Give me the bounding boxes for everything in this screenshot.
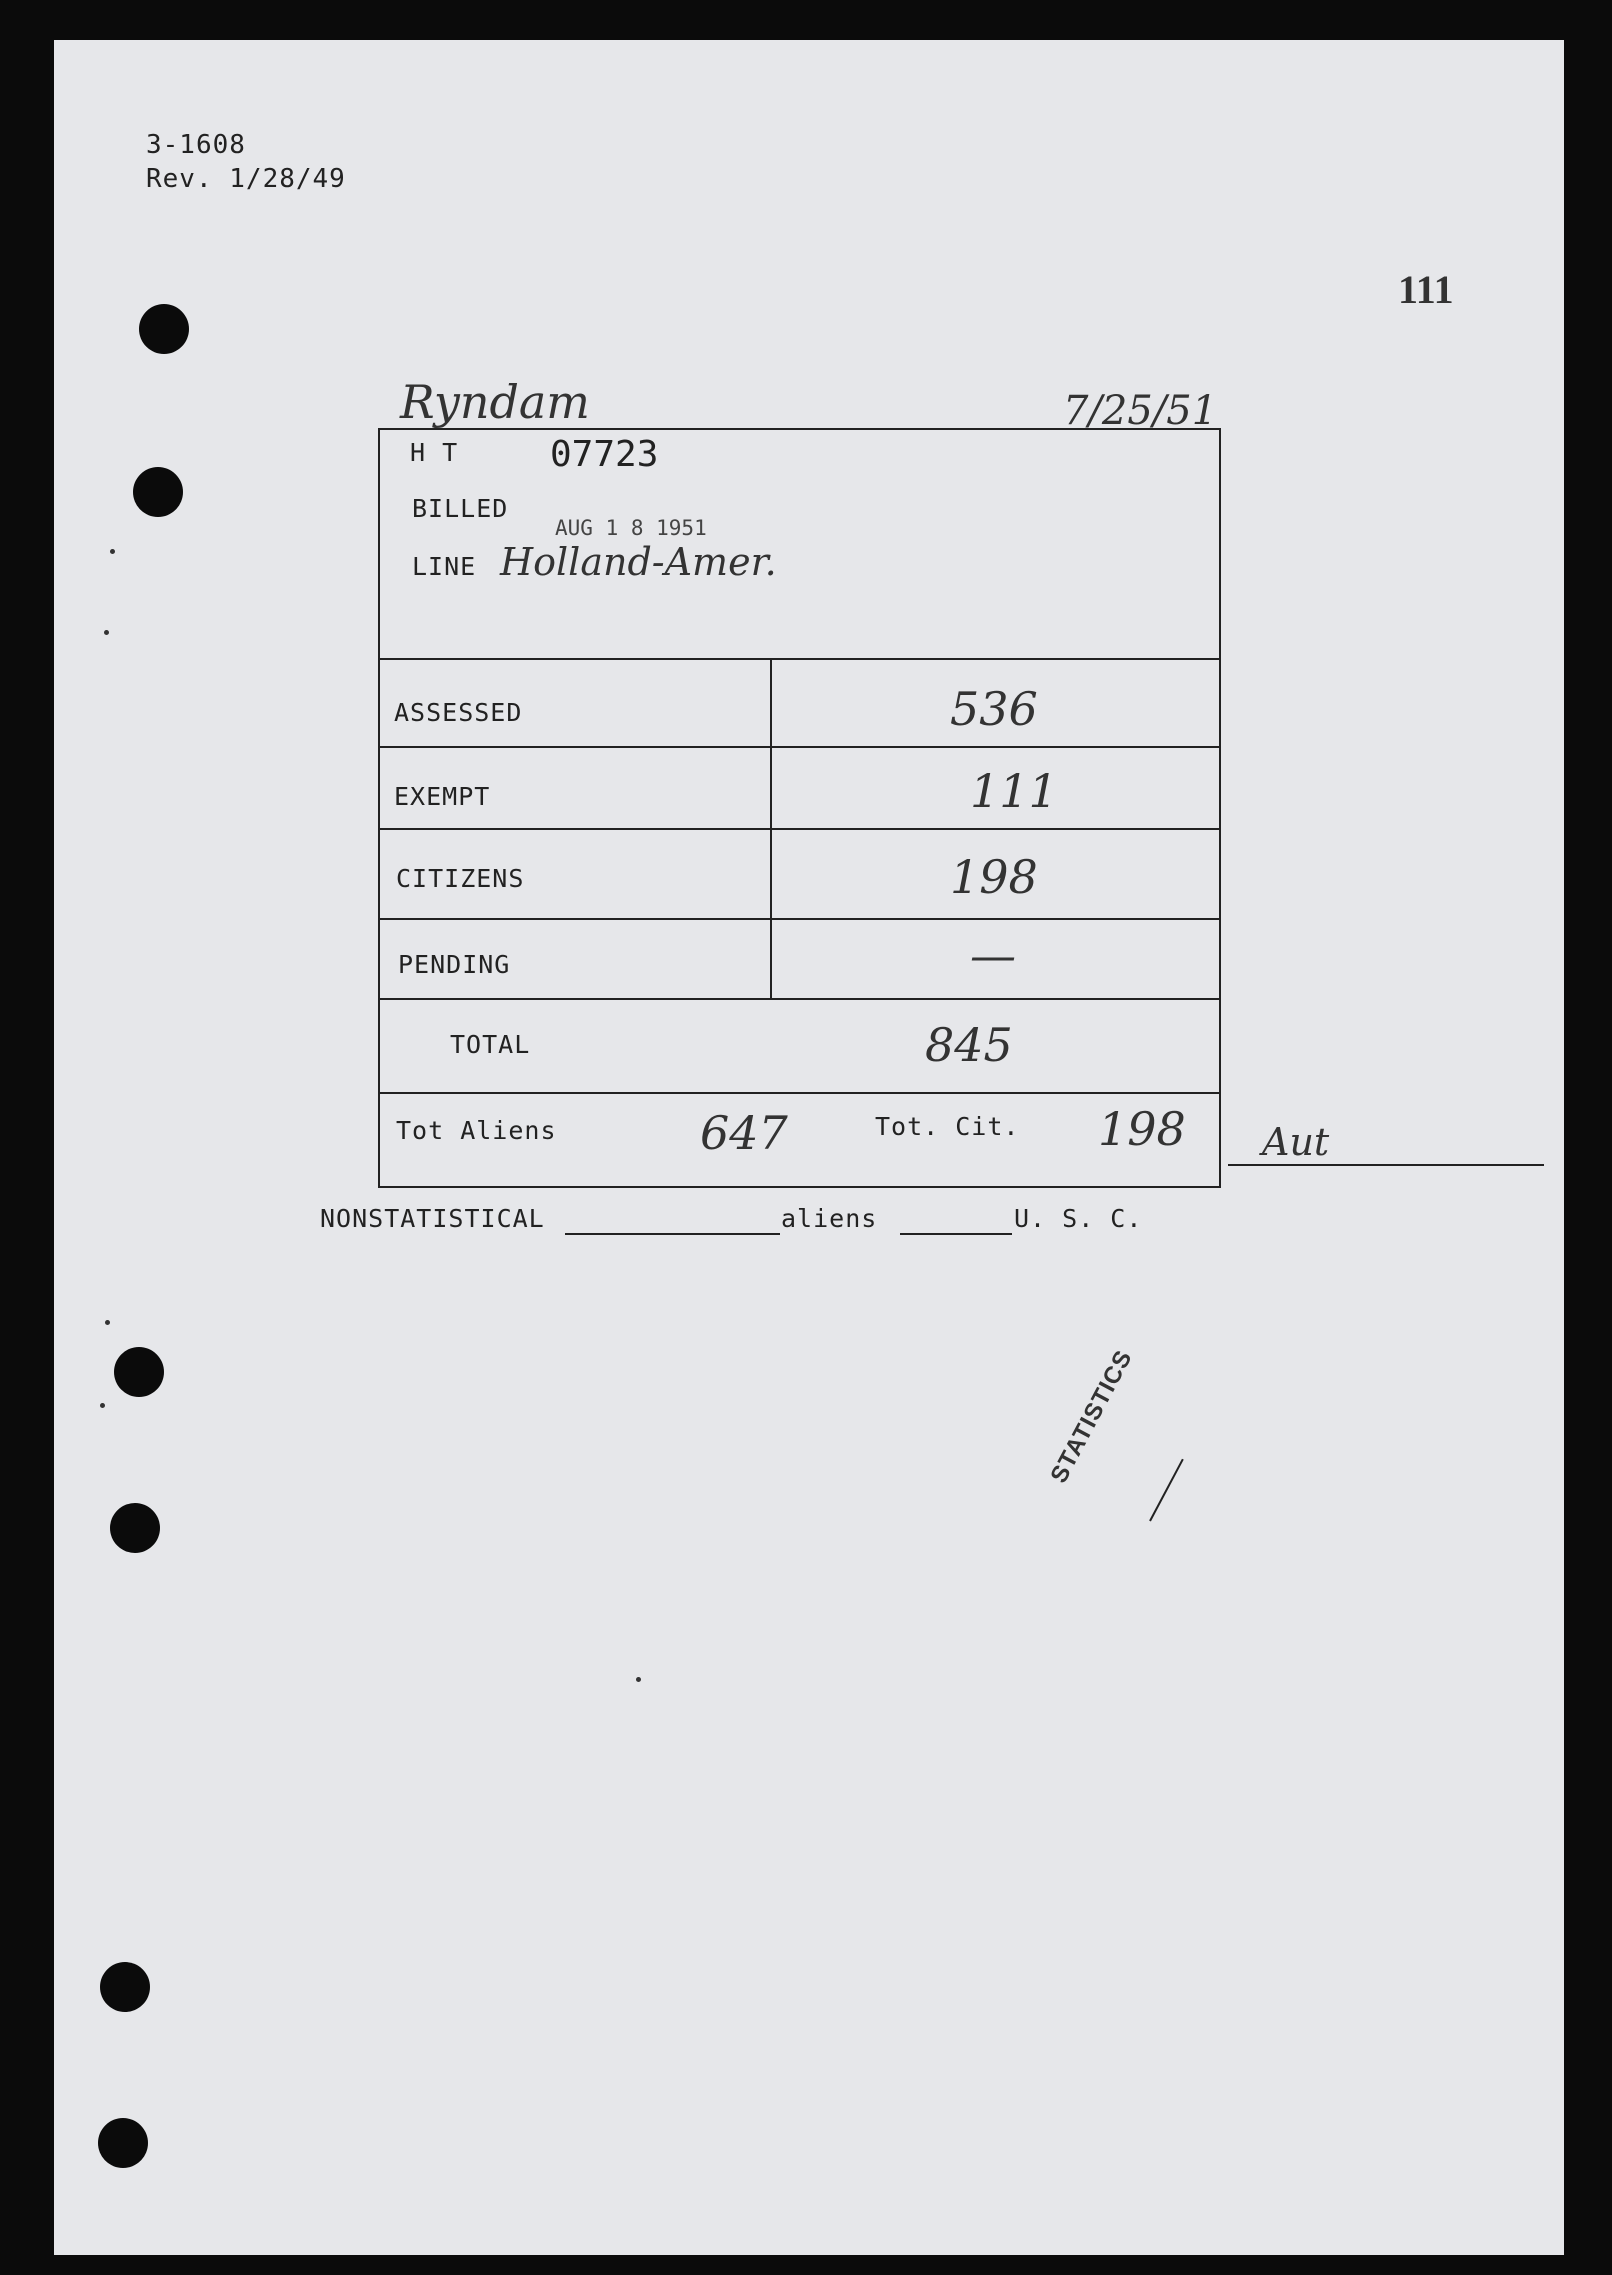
signature-line: [1228, 1164, 1544, 1166]
handwritten-line-name: Holland-Amer.: [500, 540, 777, 584]
form-revision: Rev. 1/28/49: [146, 164, 346, 194]
punch-hole: [110, 1503, 160, 1553]
usc-label: U. S. C.: [1014, 1204, 1143, 1233]
row-divider: [380, 658, 1219, 660]
paper-speck: [104, 630, 109, 635]
total-citizens-value: 198: [1098, 1102, 1186, 1156]
handwritten-date: 7/25/51: [1063, 388, 1218, 434]
exempt-label: EXEMPT: [394, 782, 491, 811]
form-code: 3-1608: [146, 130, 246, 160]
total-aliens-label: Tot Aliens: [396, 1116, 557, 1145]
billed-date-stamp: AUG 1 8 1951: [555, 516, 707, 540]
form-code-block: [146, 128, 346, 196]
line-label: LINE: [412, 552, 477, 581]
assessed-label: ASSESSED: [394, 698, 523, 727]
punch-hole: [98, 2118, 148, 2168]
punch-hole: [133, 467, 183, 517]
paper-speck: [110, 549, 115, 554]
assessed-value: 536: [950, 682, 1038, 736]
paper-speck: [636, 1677, 641, 1682]
manifest-form-box: [378, 428, 1221, 1188]
total-citizens-label: Tot. Cit.: [875, 1112, 1020, 1141]
handwritten-initials: Aut: [1262, 1120, 1330, 1164]
nonstatistical-label: NONSTATISTICAL: [320, 1204, 545, 1233]
pending-value: —: [970, 928, 1016, 982]
nonstatistical-blank: [565, 1233, 780, 1235]
column-divider: [770, 658, 772, 1000]
aliens-label: aliens: [781, 1204, 878, 1233]
page-number: 111: [1398, 267, 1454, 312]
paper-speck: [105, 1320, 110, 1325]
citizens-label: CITIZENS: [396, 864, 525, 893]
row-divider: [380, 918, 1219, 920]
row-divider: [380, 828, 1219, 830]
row-divider: [380, 746, 1219, 748]
row-divider: [380, 998, 1219, 1000]
handwritten-ship-name: Ryndam: [400, 375, 590, 429]
total-label: TOTAL: [450, 1030, 531, 1059]
ht-label: H T: [410, 438, 459, 467]
punch-hole: [139, 304, 189, 354]
pending-label: PENDING: [398, 950, 511, 979]
punch-hole: [100, 1962, 150, 2012]
total-value: 845: [925, 1018, 1013, 1072]
billed-label: BILLED: [412, 494, 509, 523]
statistics-stamp: STATISTICS: [1045, 1345, 1138, 1488]
punch-hole: [114, 1347, 164, 1397]
aliens-blank: [900, 1233, 1012, 1235]
total-aliens-value: 647: [700, 1106, 788, 1160]
row-divider: [380, 1092, 1219, 1094]
paper-speck: [100, 1403, 105, 1408]
ht-number-stamp: 07723: [550, 434, 659, 475]
exempt-value: 111: [970, 764, 1058, 818]
citizens-value: 198: [950, 850, 1038, 904]
